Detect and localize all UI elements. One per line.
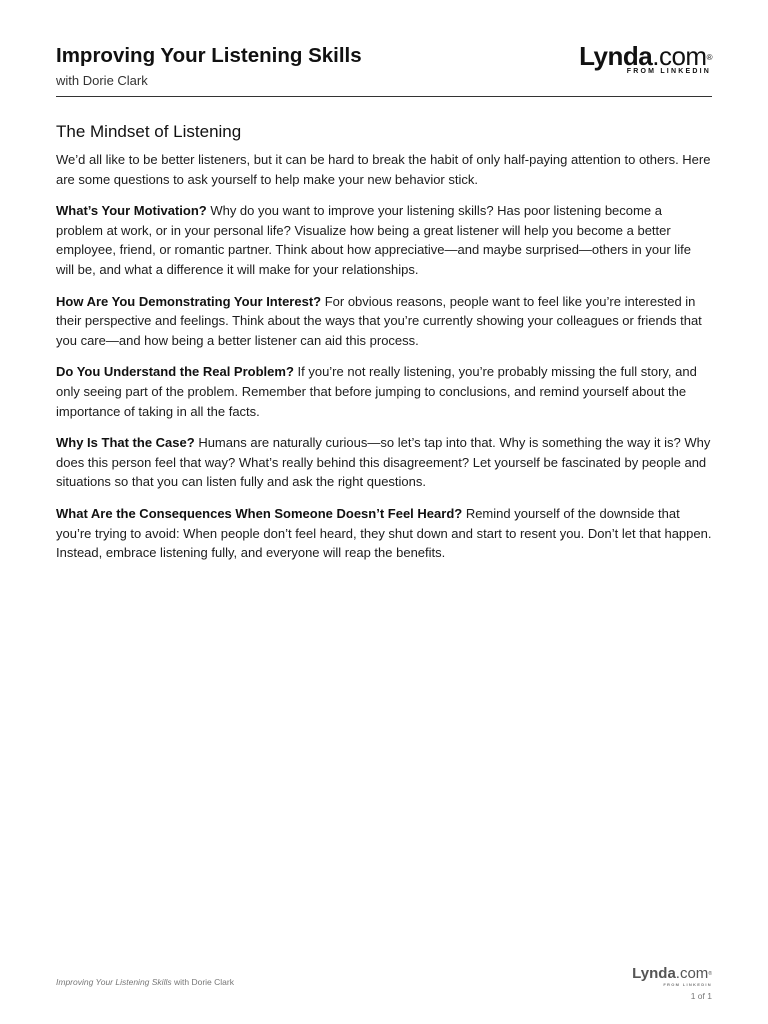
document-page	[56, 0, 712, 1024]
question-text: Why do you want to improve your listening skills? Has poor listening become a problem at work, or in your personal life? Visualize how being a great listener will help you become a better employee, friend, or romantic partner. Think about how appreciative—and maybe surprised—others in your life will be, and what a difference it will make for your relationships.	[56, 203, 691, 277]
question-text: Humans are naturally curious—so let’s tap into that. Why is something the way it is? Why does this person feel that way? What’s really behind this disagreement? Let yourself be fascinated by people and situations so that you can listen fully and ask the right questions.	[56, 435, 711, 490]
logo-brand: Lynda	[579, 41, 653, 71]
footer-logo-brand: Lynda	[632, 965, 676, 982]
question-paragraph	[56, 292, 712, 351]
footer-logo-tagline: FROM LINKEDIN	[663, 982, 712, 987]
document-title: Improving Your Listening Skills	[56, 44, 362, 67]
page-number: 1 of 1	[690, 991, 712, 1001]
question-text: If you’re not really listening, you’re probably missing the full story, and only seeing part of the problem. Remember that before jumping to conclusions, and remind yourself about the importance of taking in all the facts.	[56, 364, 697, 419]
intro-paragraph: We’d all like to be better listeners, but it can be hard to break the habit of only half-paying attention to others. Here are some questions to ask yourself to help make your new behavior stick.	[56, 152, 711, 187]
footer-author: with Dorie Clark	[171, 977, 234, 987]
document-header	[56, 40, 712, 97]
logo-domain: .com	[652, 41, 707, 71]
lynda-logo	[579, 42, 712, 75]
question-text: For obvious reasons, people want to feel like you’re interested in their perspective and feelings. Think about the ways that you’re currently showing your colleagues or friends that you care—and how being a better listener can aid this process.	[56, 293, 702, 348]
logo-tagline: FROM LINKEDIN	[626, 68, 711, 75]
question-heading: How Are You Demonstrating Your Interest?	[56, 293, 322, 309]
question-heading: What’s Your Motivation?	[56, 203, 207, 219]
document-body	[56, 150, 712, 575]
footer-logo-registered-mark: ®	[708, 971, 712, 977]
question-heading: Do You Understand the Real Problem?	[56, 364, 294, 380]
question-paragraph	[56, 201, 712, 279]
section-title: The Mindset of Listening	[56, 122, 242, 141]
footer-course-credit	[56, 977, 234, 987]
logo-registered-mark: ®	[706, 53, 712, 62]
question-heading: What Are the Consequences When Someone Doesn’t Feel Heard?	[56, 505, 463, 521]
question-heading: Why Is That the Case?	[56, 435, 195, 451]
question-paragraph	[56, 433, 712, 492]
footer-lynda-logo	[632, 966, 712, 987]
question-text: Remind yourself of the downside that you’re trying to avoid: When people don’t feel heard, they shut down and start to resent you. Don’t let that happen. Instead, embrace listening fully, and everyone will reap the benefits.	[56, 505, 712, 561]
footer-logo-domain: .com	[675, 965, 709, 982]
document-author: with Dorie Clark	[56, 73, 148, 88]
question-paragraph	[56, 504, 712, 563]
question-paragraph	[56, 362, 712, 421]
footer-course-title: Improving Your Listening Skills	[56, 977, 172, 987]
